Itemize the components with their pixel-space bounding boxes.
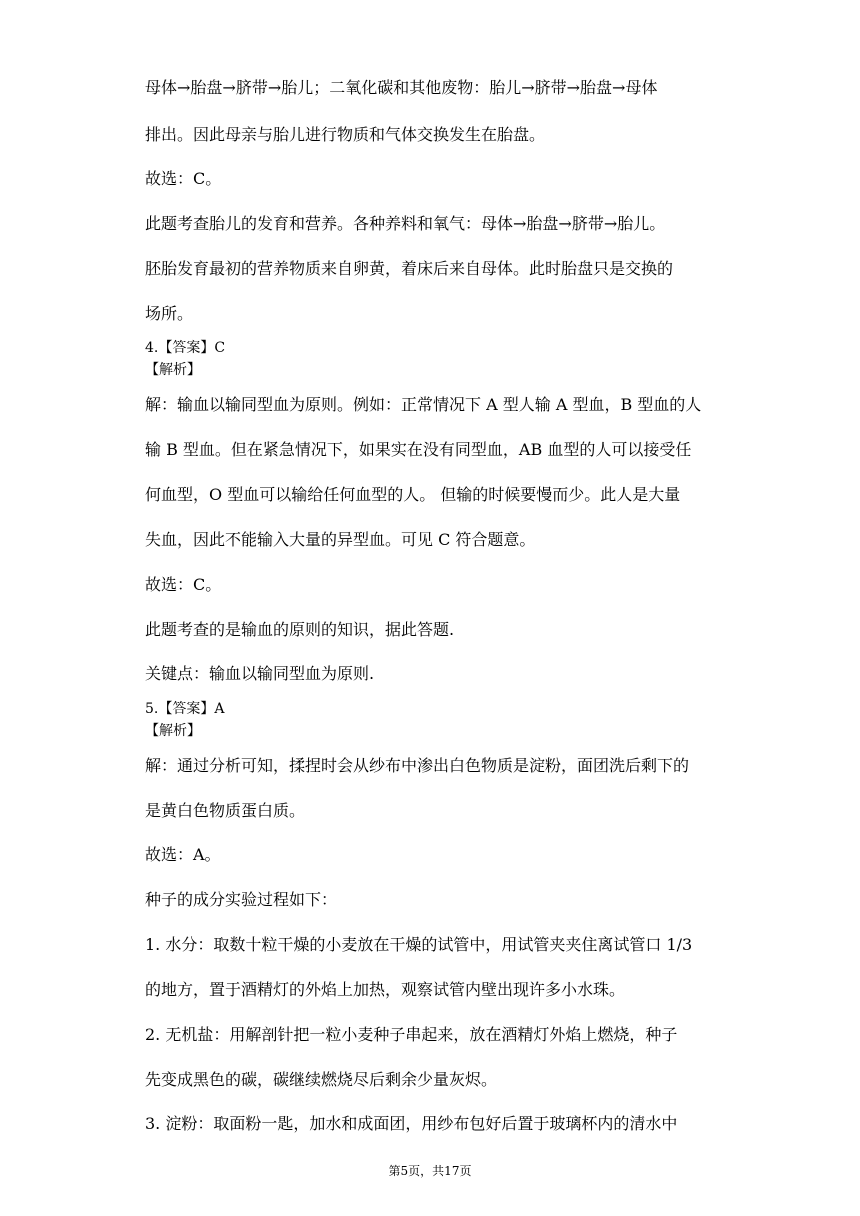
- text-line: 故选：A。: [145, 845, 221, 864]
- answer-heading: 5.【答案】A: [145, 701, 225, 717]
- text-line: 解：输血以输同型血为原则。例如：正常情况下 A 型人输 A 型血，B 型血的人: [145, 395, 702, 414]
- text-line: 胚胎发育最初的营养物质来自卵黄，着床后来自母体。此时胎盘只是交换的: [145, 259, 674, 278]
- text-line: 关键点：输血以输同型血为原则.: [145, 664, 375, 683]
- text-line: 解：通过分析可知，揉捏时会从纱布中渗出白色物质是淀粉，面团洗后剩下的: [145, 756, 690, 775]
- analysis-heading: 【解析】: [145, 723, 201, 739]
- text-line: 3. 淀粉：取面粉一匙，加水和成面团，用纱布包好后置于玻璃杯内的清水中: [145, 1114, 678, 1133]
- text-line: 2. 无机盐：用解剖针把一粒小麦种子串起来，放在酒精灯外焰上燃烧，种子: [145, 1025, 678, 1044]
- text-line: 失血，因此不能输入大量的异型血。可见 C 符合题意。: [145, 530, 536, 549]
- page-footer: 第5页，共17页: [388, 1164, 472, 1178]
- text-line: 1. 水分：取数十粒干燥的小麦放在干燥的试管中，用试管夹夹住离试管口 1/3: [145, 935, 693, 954]
- text-line: 何血型，O 型血可以输给任何血型的人。 但输的时候要慢而少。此人是大量: [145, 485, 681, 504]
- analysis-heading: 【解析】: [145, 362, 201, 378]
- text-line: 输 B 型血。但在紧急情况下，如果实在没有同型血，AB 血型的人可以接受任: [145, 440, 692, 459]
- text-line: 种子的成分实验过程如下：: [145, 890, 338, 909]
- text-line: 的地方，置于酒精灯的外焰上加热，观察试管内壁出现许多小水珠。: [145, 980, 626, 999]
- text-line: 母体→胎盘→脐带→胎儿；二氧化碳和其他废物：胎儿→脐带→胎盘→母体: [145, 78, 658, 97]
- text-line: 此题考查的是输血的原则的知识，据此答题.: [145, 620, 455, 639]
- text-line: 故选：C。: [145, 575, 222, 594]
- answer-heading: 4.【答案】C: [145, 340, 226, 356]
- text-line: 先变成黑色的碳，碳继续燃烧尽后剩余少量灰烬。: [145, 1070, 498, 1089]
- text-line: 是黄白色物质蛋白质。: [145, 801, 306, 820]
- text-line: 故选：C。: [145, 169, 222, 188]
- text-line: 排出。因此母亲与胎儿进行物质和气体交换发生在胎盘。: [145, 125, 546, 144]
- text-line: 此题考查胎儿的发育和营养。各种养料和氧气：母体→胎盘→脐带→胎儿。: [145, 214, 666, 233]
- text-line: 场所。: [145, 304, 194, 323]
